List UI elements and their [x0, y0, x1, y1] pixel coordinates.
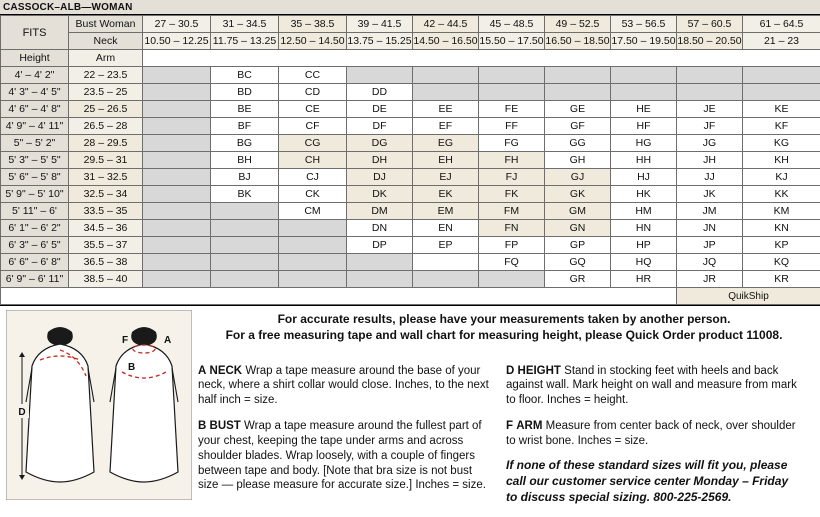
height-value: 5' 3" – 5' 5"	[1, 152, 69, 169]
figure-label-d: D	[18, 407, 25, 418]
size-cell	[279, 220, 347, 237]
neck-range-8: 18.50 – 20.50	[677, 33, 743, 50]
size-cell	[143, 203, 211, 220]
size-cell: JQ	[677, 254, 743, 271]
size-cell: HJ	[611, 169, 677, 186]
size-cell: EH	[413, 152, 479, 169]
size-cell: GG	[545, 135, 611, 152]
size-cell	[143, 271, 211, 288]
instruction-neck	[198, 364, 490, 408]
size-cell	[611, 67, 677, 84]
height-value: 4' 9" – 4' 11"	[1, 118, 69, 135]
bust-label: Bust Woman	[69, 16, 143, 33]
size-cell	[143, 101, 211, 118]
bust-range-1: 31 – 34.5	[211, 16, 279, 33]
size-cell: FQ	[479, 254, 545, 271]
neck-range-6: 16.50 – 18.50	[545, 33, 611, 50]
neck-range-0: 10.50 – 12.25	[143, 33, 211, 50]
instruction-term: ARM	[516, 420, 542, 432]
bust-range-7: 53 – 56.5	[611, 16, 677, 33]
size-cell: JJ	[677, 169, 743, 186]
size-cell: FP	[479, 237, 545, 254]
size-cell	[347, 254, 413, 271]
instruction-text: Wrap a tape measure around the base of your neck, where a shirt collar would close. Inches, to the next half inch = size.	[198, 365, 489, 406]
size-cell	[143, 84, 211, 101]
bust-range-9: 61 – 64.5	[743, 16, 820, 33]
instruction-letter: A	[198, 365, 206, 377]
height-value: 5" – 5' 2"	[1, 135, 69, 152]
size-cell: CJ	[279, 169, 347, 186]
size-cell: KQ	[743, 254, 820, 271]
size-cell	[413, 271, 479, 288]
size-cell: KF	[743, 118, 820, 135]
size-cell: JF	[677, 118, 743, 135]
size-cell	[143, 237, 211, 254]
page-title: CASSOCK–ALB—WOMAN	[0, 0, 820, 15]
height-value: 5' 11" – 6'	[1, 203, 69, 220]
table-row	[1, 169, 820, 186]
instruction-term: NECK	[210, 365, 243, 377]
size-cell: JP	[677, 237, 743, 254]
size-cell: KM	[743, 203, 820, 220]
size-cell: CE	[279, 101, 347, 118]
size-cell: BG	[211, 135, 279, 152]
table-row	[1, 237, 820, 254]
size-cell: KP	[743, 237, 820, 254]
size-cell	[143, 135, 211, 152]
size-cell: FM	[479, 203, 545, 220]
table-row	[1, 186, 820, 203]
bust-range-3: 39 – 41.5	[347, 16, 413, 33]
arm-value: 22 – 23.5	[69, 67, 143, 84]
neck-range-5: 15.50 – 17.50	[479, 33, 545, 50]
size-cell: HF	[611, 118, 677, 135]
arm-value: 35.5 – 37	[69, 237, 143, 254]
size-cell: CF	[279, 118, 347, 135]
instruction-term: BUST	[210, 420, 241, 432]
size-cell: FH	[479, 152, 545, 169]
bust-range-0: 27 – 30.5	[143, 16, 211, 33]
instruction-arm	[506, 419, 798, 448]
size-cell: DP	[347, 237, 413, 254]
fits-label: FITS	[1, 16, 69, 50]
figure-label-f: F	[122, 335, 128, 346]
instructions-column-right	[506, 352, 798, 517]
size-cell	[545, 67, 611, 84]
size-cell: EG	[413, 135, 479, 152]
instruction-text: Measure from center back of neck, over shoulder to wrist bone. Inches = size.	[506, 420, 796, 447]
size-cell	[479, 84, 545, 101]
height-value: 4' 3" – 4' 5"	[1, 84, 69, 101]
arm-value: 34.5 – 36	[69, 220, 143, 237]
size-cell	[611, 84, 677, 101]
intro-line-2: For a free measuring tape and wall chart for measuring height, please Quick Order product 11008.	[198, 328, 810, 344]
size-cell	[143, 220, 211, 237]
size-cell	[413, 67, 479, 84]
size-cell: DF	[347, 118, 413, 135]
size-cell: DK	[347, 186, 413, 203]
size-cell	[143, 169, 211, 186]
size-cell	[479, 271, 545, 288]
size-cell: GF	[545, 118, 611, 135]
size-cell: HQ	[611, 254, 677, 271]
table-row	[1, 152, 820, 169]
arm-value: 28 – 29.5	[69, 135, 143, 152]
size-cell: BJ	[211, 169, 279, 186]
table-row	[1, 67, 820, 84]
height-value: 6' 9" – 6' 11"	[1, 271, 69, 288]
instructions-column-left	[198, 352, 490, 517]
size-cell: KN	[743, 220, 820, 237]
size-cell: FN	[479, 220, 545, 237]
size-cell: GM	[545, 203, 611, 220]
table-row	[1, 271, 820, 288]
size-cell	[279, 237, 347, 254]
bust-range-2: 35 – 38.5	[279, 16, 347, 33]
height-value: 4' 6" – 4' 8"	[1, 101, 69, 118]
size-cell: KG	[743, 135, 820, 152]
size-cell: HP	[611, 237, 677, 254]
size-cell: DM	[347, 203, 413, 220]
quickship-badge: QuikShip	[677, 288, 820, 305]
size-cell: BE	[211, 101, 279, 118]
height-value: 4' – 4' 2"	[1, 67, 69, 84]
size-cell: CC	[279, 67, 347, 84]
arm-value: 25 – 26.5	[69, 101, 143, 118]
size-cell: JN	[677, 220, 743, 237]
size-cell: GK	[545, 186, 611, 203]
intro-line-1: For accurate results, please have your measurements taken by another person.	[198, 312, 810, 328]
size-cell	[347, 271, 413, 288]
size-cell	[413, 84, 479, 101]
size-cell: BH	[211, 152, 279, 169]
table-row	[1, 203, 820, 220]
size-cell: GH	[545, 152, 611, 169]
size-cell: EE	[413, 101, 479, 118]
height-label: Height	[1, 50, 69, 67]
size-cell: GQ	[545, 254, 611, 271]
arm-value: 31 – 32.5	[69, 169, 143, 186]
size-cell: JR	[677, 271, 743, 288]
height-value: 5' 6" – 5' 8"	[1, 169, 69, 186]
size-cell: KR	[743, 271, 820, 288]
size-cell	[211, 254, 279, 271]
neck-label: Neck	[69, 33, 143, 50]
size-cell: HH	[611, 152, 677, 169]
height-value: 6' 3" – 6' 5"	[1, 237, 69, 254]
table-row	[1, 135, 820, 152]
size-cell: DJ	[347, 169, 413, 186]
size-cell: KJ	[743, 169, 820, 186]
size-cell	[677, 84, 743, 101]
size-cell: BD	[211, 84, 279, 101]
size-cell: JE	[677, 101, 743, 118]
arm-value: 36.5 – 38	[69, 254, 143, 271]
size-cell: FE	[479, 101, 545, 118]
size-cell: EN	[413, 220, 479, 237]
size-cell	[211, 220, 279, 237]
neck-range-4: 14.50 – 16.50	[413, 33, 479, 50]
size-cell: EP	[413, 237, 479, 254]
size-cell: KK	[743, 186, 820, 203]
instructions-copy	[198, 312, 810, 517]
neck-range-9: 21 – 23	[743, 33, 820, 50]
size-cell: CD	[279, 84, 347, 101]
size-cell: DD	[347, 84, 413, 101]
arm-value: 29.5 – 31	[69, 152, 143, 169]
instruction-height	[506, 364, 798, 408]
instruction-text: Stand in stocking feet with heels and back against wall. Mark height on wall and measure from mark to floor. Inches = height.	[506, 365, 797, 406]
instruction-letter: F	[506, 420, 513, 432]
size-cell	[211, 203, 279, 220]
size-cell: GJ	[545, 169, 611, 186]
table-row-neck-header	[1, 33, 820, 50]
size-cell	[413, 254, 479, 271]
size-cell: HM	[611, 203, 677, 220]
size-cell: JH	[677, 152, 743, 169]
size-cell: JK	[677, 186, 743, 203]
size-cell: DE	[347, 101, 413, 118]
size-cell: BF	[211, 118, 279, 135]
size-cell: CH	[279, 152, 347, 169]
size-cell: BC	[211, 67, 279, 84]
arm-value: 38.5 – 40	[69, 271, 143, 288]
table-row	[1, 220, 820, 237]
size-cell	[211, 271, 279, 288]
quickship-spacer	[1, 288, 677, 305]
table-row	[1, 254, 820, 271]
instruction-letter: B	[198, 420, 206, 432]
figure-label-a: A	[164, 335, 171, 346]
size-cell: HG	[611, 135, 677, 152]
size-cell: DN	[347, 220, 413, 237]
size-cell: CM	[279, 203, 347, 220]
size-cell: EF	[413, 118, 479, 135]
table-row-axis-header	[1, 50, 820, 67]
size-cell: EM	[413, 203, 479, 220]
instruction-term: HEIGHT	[518, 365, 561, 377]
bust-range-5: 45 – 48.5	[479, 16, 545, 33]
size-cell	[143, 118, 211, 135]
size-cell: BK	[211, 186, 279, 203]
arm-value: 32.5 – 34	[69, 186, 143, 203]
size-cell	[743, 84, 820, 101]
neck-range-7: 17.50 – 19.50	[611, 33, 677, 50]
arm-label: Arm	[69, 50, 143, 67]
size-cell	[279, 254, 347, 271]
size-cell: FG	[479, 135, 545, 152]
arm-value: 33.5 – 35	[69, 203, 143, 220]
size-cell: GE	[545, 101, 611, 118]
size-cell: EJ	[413, 169, 479, 186]
instruction-letter: D	[506, 365, 514, 377]
size-cell	[743, 67, 820, 84]
table-row	[1, 118, 820, 135]
bust-range-8: 57 – 60.5	[677, 16, 743, 33]
neck-range-3: 13.75 – 15.25	[347, 33, 413, 50]
size-cell	[677, 67, 743, 84]
height-value: 5' 9" – 5' 10"	[1, 186, 69, 203]
table-row	[1, 101, 820, 118]
size-cell: HR	[611, 271, 677, 288]
neck-range-1: 11.75 – 13.25	[211, 33, 279, 50]
arm-value: 26.5 – 28	[69, 118, 143, 135]
quickship-row	[1, 288, 820, 305]
special-sizing-note: If none of these standard sizes will fit you, please call our customer service center Monday – Friday to discuss special sizing. 800-225-2569.	[506, 457, 798, 506]
table-row-bust-header	[1, 16, 820, 33]
figure-label-b: B	[128, 362, 135, 373]
size-cell: HN	[611, 220, 677, 237]
size-cell: CK	[279, 186, 347, 203]
axis-header-spacer	[143, 50, 820, 67]
height-value: 6' 6" – 6' 8"	[1, 254, 69, 271]
arm-value: 23.5 – 25	[69, 84, 143, 101]
size-cell	[143, 254, 211, 271]
size-cell: HE	[611, 101, 677, 118]
size-cell	[143, 67, 211, 84]
size-cell	[347, 67, 413, 84]
size-cell: JG	[677, 135, 743, 152]
size-cell: FK	[479, 186, 545, 203]
bust-range-4: 42 – 44.5	[413, 16, 479, 33]
size-cell: CG	[279, 135, 347, 152]
size-chart-table	[0, 15, 820, 305]
table-row	[1, 84, 820, 101]
size-cell: GR	[545, 271, 611, 288]
size-cell	[545, 84, 611, 101]
size-cell: GN	[545, 220, 611, 237]
size-cell	[143, 186, 211, 203]
size-cell: KH	[743, 152, 820, 169]
height-value: 6' 1" – 6' 2"	[1, 220, 69, 237]
measuring-instructions-panel	[0, 305, 820, 501]
size-cell: HK	[611, 186, 677, 203]
measurement-figure-illustration	[6, 310, 192, 500]
size-cell: EK	[413, 186, 479, 203]
size-cell	[143, 152, 211, 169]
size-cell	[279, 271, 347, 288]
size-cell: FJ	[479, 169, 545, 186]
size-cell: KE	[743, 101, 820, 118]
size-cell: DH	[347, 152, 413, 169]
size-cell: FF	[479, 118, 545, 135]
size-cell: DG	[347, 135, 413, 152]
size-cell	[479, 67, 545, 84]
size-cell	[211, 237, 279, 254]
instruction-text: Wrap a tape measure around the fullest part of your chest, keeping the tape under arms and across shoulder blades. Wrap loosely, with a couple of fingers between tape and body. [Note that bra size is not bust size — please measure for accurate size.] Inches = size.	[198, 420, 486, 491]
bust-range-6: 49 – 52.5	[545, 16, 611, 33]
neck-range-2: 12.50 – 14.50	[279, 33, 347, 50]
size-cell: JM	[677, 203, 743, 220]
size-cell: GP	[545, 237, 611, 254]
